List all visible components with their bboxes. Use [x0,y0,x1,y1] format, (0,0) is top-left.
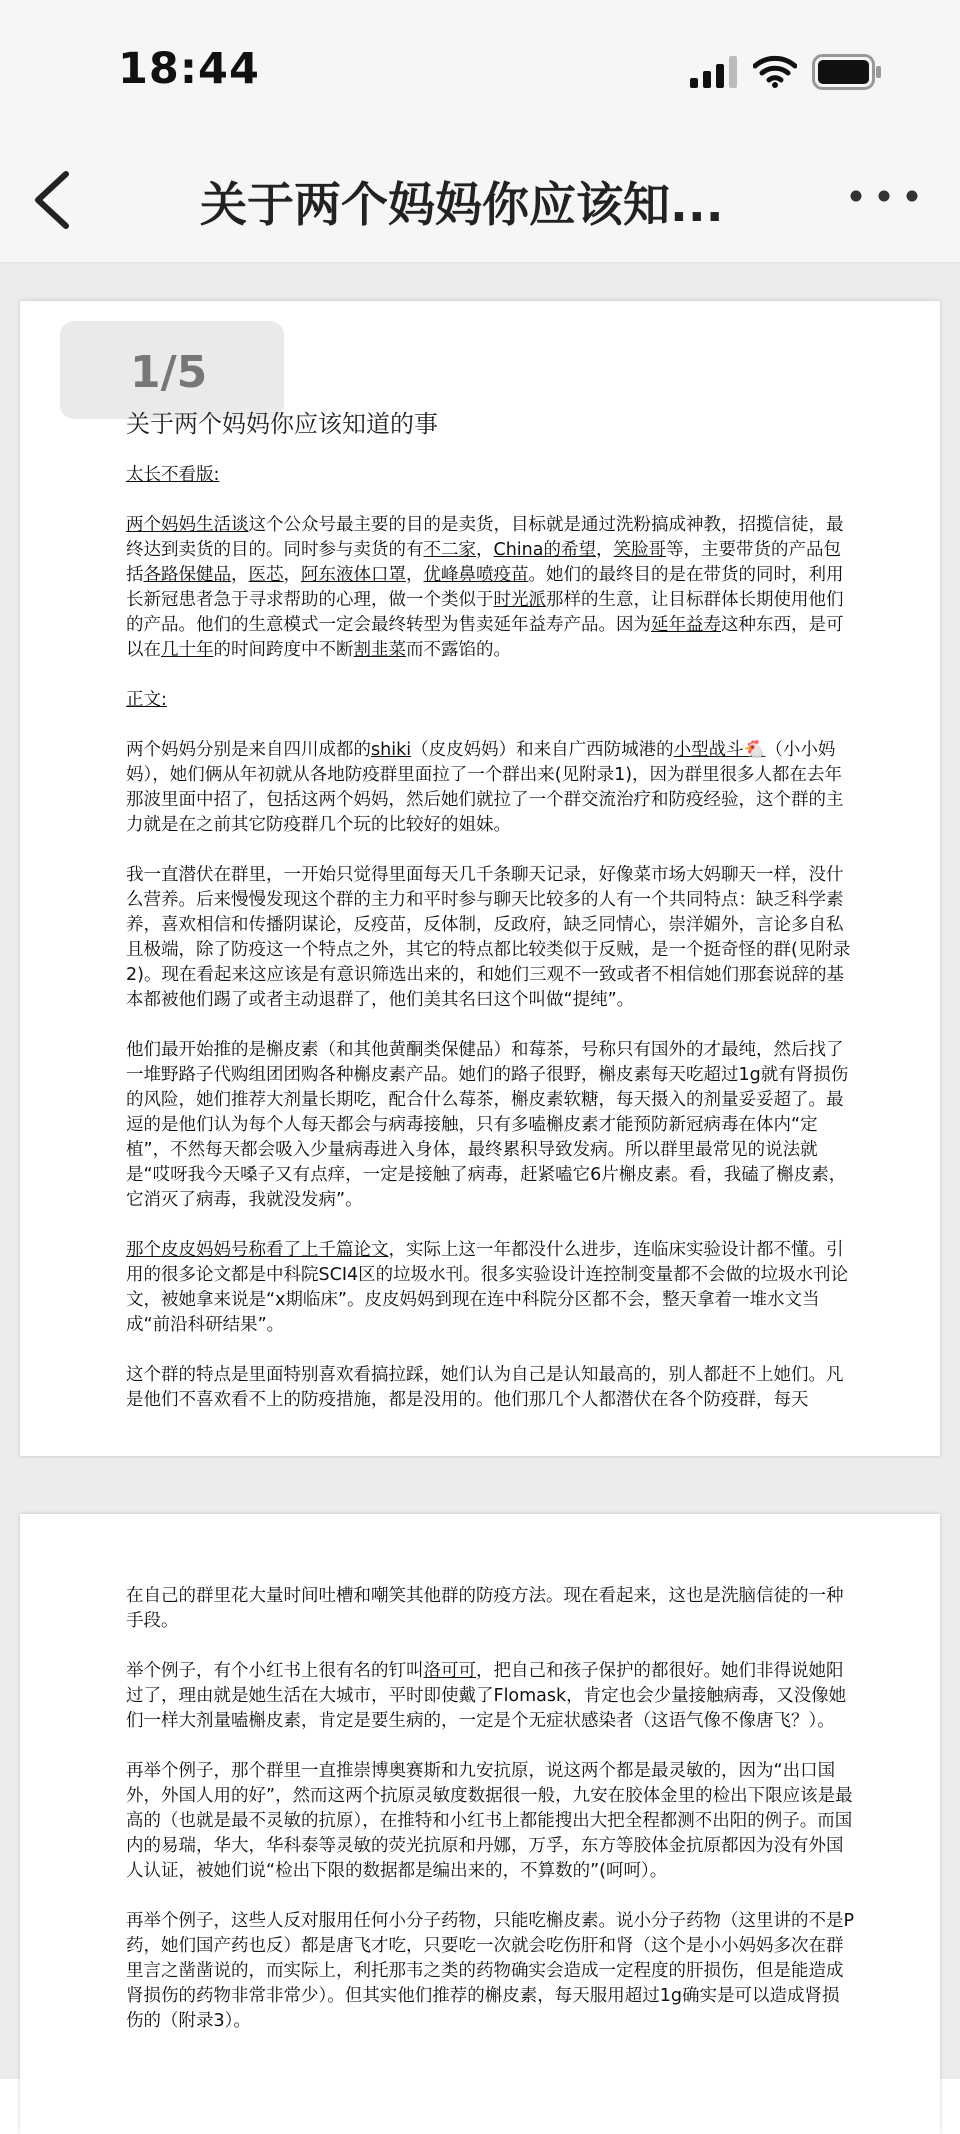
underlined-term: shiki [371,740,412,760]
text-run: 两个妈妈分别是来自四川成都的 [126,740,371,760]
battery-icon [812,54,882,90]
cellular-signal-icon [690,56,738,88]
underlined-term: 阿东液体口罩 [301,565,406,585]
paragraph [126,1659,856,1734]
text-run: ， [231,565,249,585]
more-options-icon[interactable] [848,186,920,206]
underlined-term: 各路保健品 [143,565,231,585]
document-page-1 [20,301,940,1456]
text-run: ， [406,565,424,585]
wifi-icon [753,54,797,88]
text-run: 那样的生意，让目标群体长期使用他们的产品。他们的生意模式一定会最终转型为售卖延年益寿产品。因为 [126,590,844,635]
page-1-content [126,409,856,1438]
page-indicator: 1/5 [130,347,208,398]
underlined-term: 两个妈妈生活谈 [126,515,249,535]
text-run: 举个例子，有个小红书上很有名的钉叫 [126,1661,424,1681]
paragraph: 他们最开始推的是槲皮素（和其他黄酮类保健品）和莓茶，号称只有国外的才最纯，然后找了一堆野路子代购组团团购各种槲皮素产品。她们的路子很野，槲皮素每天吃超过1g就有肾损伤的风险，她们推荐大剂量长期吃，配合什么莓茶，槲皮素软糖，每天摄入的剂量妥妥超了。最逗的是他们认为每个人每天都会与病毒接触，只有多嗑槲皮素才能预防新冠病毒在体内“定植”，不然每天都会吸入少量病毒进入身体，最终累积导致发病。所以群里最常见的说法就是“哎呀我今天嗓子又有点痒，一定是接触了病毒，赶紧嗑它6片槲皮素。看，我磕了槲皮素，它消灭了病毒，我就没发病”。 [126,1040,849,1210]
underlined-term: 时光派 [493,590,546,610]
text-run: ，实际上这一年都没什么进步，连临床实验设计都不懂。引用的很多论文都是中科院SCI4区的垃圾水刊。很多实验设计连控制变量都不会做的垃圾水刊论文，被她拿来说是“x期临床”。皮皮妈妈到现在连中科院分区都不会，整天拿着一堆水文当成“前沿科研结果”。 [126,1240,849,1335]
text-run: （皮皮妈妈）和来自广西防城港的 [411,740,674,760]
text-run: 的时间跨度中不断 [213,640,354,660]
underlined-term: China的希望 [493,540,596,560]
tldr-heading: 太长不看版: [126,465,220,485]
text-run: ， [476,540,494,560]
underlined-term: 割韭菜 [353,640,406,660]
doc-title: 关于两个妈妈你应该知道的事 [126,410,438,438]
paragraph: 我一直潜伏在群里，一开始只觉得里面每天几千条聊天记录，好像菜市场大妈聊天一样，没什么营养。后来慢慢发现这个群的主力和平时参与聊天比较多的人有一个共同特点：缺乏科学素养，喜欢相信和传播阴谋论，反疫苗，反体制，反政府，缺乏同情心，崇洋媚外，言论多自私且极端，除了防疫这一个特点之外，其它的特点都比较类似于反贼，是一个挺奇怪的群(见附录2)。现在看起来这应该是有意识筛选出来的，和她们三观不一致或者不相信她们那套说辞的基本都被他们踢了或者主动退群了，他们美其名曰这个叫做“提纯”。 [126,865,851,1010]
text-run: 等，主要带货的产品包括 [126,540,841,585]
status-time: 18:44 [118,44,260,94]
text-run: 这个公众号最主要的目的是卖货，目标就是通过洗粉搞成神教，招揽信徒，最终达到卖货的目的。同时参与卖货的有 [126,515,844,560]
text-run: 而不露馅的。 [406,640,511,660]
underlined-term: 几十年 [161,640,214,660]
underlined-term: 那个皮皮妈妈号称看了上千篇论文 [126,1240,389,1260]
paragraph: 再举个例子，这些人反对服用任何小分子药物，只能吃槲皮素。说小分子药物（这里讲的不是P药，她们国产药也反）都是唐飞才吃，只要吃一次就会吃伤肝和肾（这个是小小妈妈多次在群里言之凿凿说的，而实际上，利托那韦之类的药物确实会造成一定程度的肝损伤，但是能造成肾损伤的药物非常非常少）。但其实他们推荐的槲皮素，每天服用超过1g确实是可以造成肾损伤的（附录3）。 [126,1911,855,2031]
paragraph [126,513,856,663]
paragraph: 在自己的群里花大量时间吐槽和嘲笑其他群的防疫方法。现在看起来，这也是洗脑信徒的一种手段。 [126,1586,844,1631]
underlined-term: 延年益寿 [651,615,721,635]
underlined-term: 医芯 [248,565,284,585]
text-run: 这种东西，是可以在 [126,615,844,660]
underlined-term: 洛可可 [423,1661,476,1681]
page-2-content [126,1584,856,2059]
underlined-term: 优峰鼻喷疫苗 [423,565,529,585]
paragraph: 这个群的特点是里面特别喜欢看搞拉踩，她们认为自己是认知最高的，别人都赶不上她们。凡是他们不喜欢看不上的防疫措施，都是没用的。他们那几个人都潜伏在各个防疫群，每天 [126,1365,844,1410]
page-indicator-badge [60,321,284,419]
text-run: ， [596,540,614,560]
text-run: 。她们的最终目的是在带货的同时，利用长新冠患者急于寻求帮助的心理，做一个类似于 [126,565,844,610]
document-page-2 [20,1514,940,2134]
text-run: （小小妈妈），她们俩从年初就从各地防疫群里面拉了一个群出来(见附录1)，因为群里很多人都在去年那波里面中招了，包括这两个妈妈，然后她们就拉了一个群交流治疗和防疫经验，这个群的主力就是在之前其它防疫群几个玩的比较好的姐妹。 [126,740,844,835]
back-chevron-icon[interactable] [30,170,74,230]
nav-bar [0,130,960,263]
underlined-term: 笑脸哥 [613,540,666,560]
nav-title: 关于两个妈妈你应该知... [200,178,724,233]
underlined-term: 不二家 [423,540,476,560]
status-bar [0,0,960,130]
body-heading: 正文: [126,690,167,710]
text-run: ，把自己和孩子保护的都很好。她们非得说她阳过了，理由就是她生活在大城市，平时即使戴了Flomask，肯定也会少量接触病毒，又没像她们一样大剂量嗑槲皮素，肯定是要生病的，一定是个无症状感染者（这语气像不像唐飞？）。 [126,1661,847,1731]
underlined-term: 小型战斗🐔 [673,740,766,760]
paragraph: 再举个例子，那个群里一直推崇博奥赛斯和九安抗原，说这两个都是最灵敏的，因为“出口国外，外国人用的好”，然而这两个抗原灵敏度数据很一般，九安在胶体金里的检出下限应该是最高的（也就是最不灵敏的抗原），在推特和小红书上都能搜出大把全程都测不出阳的例子。而国内的易瑞，华大，华科泰等灵敏的荧光抗原和丹娜，万孚，东方等胶体金抗原都因为没有外国人认证，被她们说“检出下限的数据都是编出来的，不算数的”(呵呵）。 [126,1761,853,1881]
paragraph [126,738,856,838]
paragraph [126,1238,856,1338]
text-run: ， [283,565,301,585]
document-viewer[interactable] [0,263,960,2079]
